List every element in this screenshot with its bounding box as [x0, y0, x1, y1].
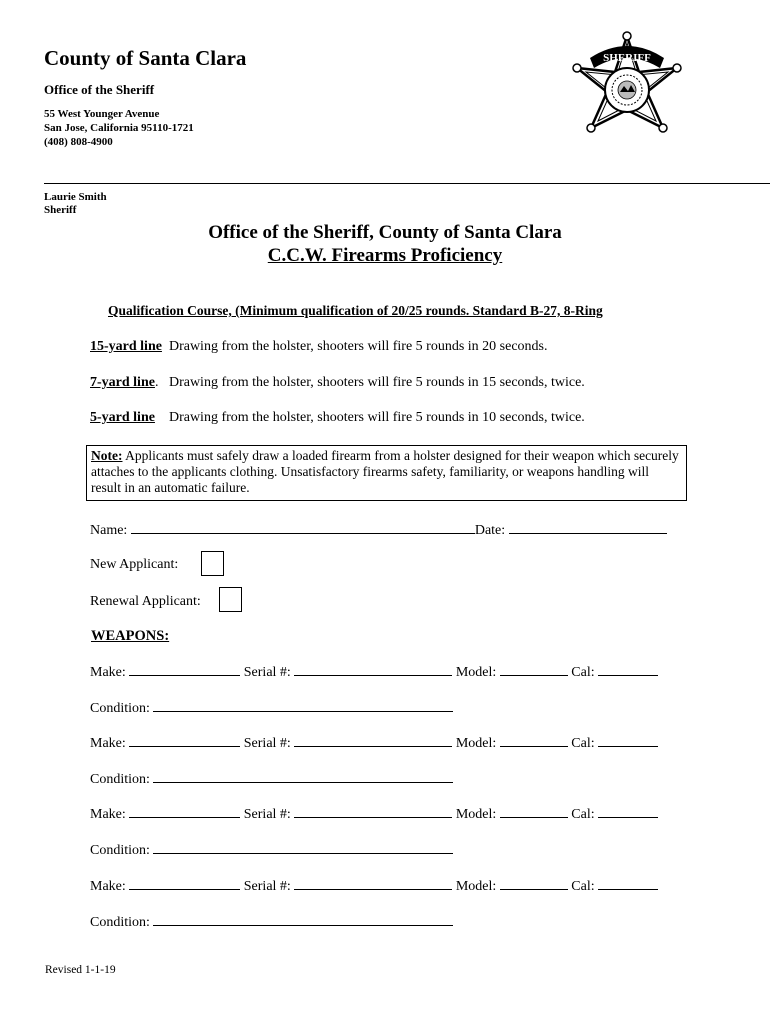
address-line-1: 55 West Younger Avenue [44, 108, 160, 120]
document-subtitle: C.C.W. Firearms Proficiency [267, 245, 503, 266]
serial-field[interactable] [294, 735, 452, 747]
make-field[interactable] [129, 878, 240, 890]
condition-field[interactable] [153, 914, 453, 926]
cal-field[interactable] [598, 664, 658, 676]
weapon-3-condition-row: Condition: [90, 842, 453, 859]
condition-field[interactable] [153, 700, 453, 712]
weapon-2-condition-row: Condition: [90, 771, 453, 788]
model-field[interactable] [500, 735, 568, 747]
name-field[interactable] [131, 522, 475, 534]
model-field[interactable] [500, 664, 568, 676]
weapon-1-condition-row: Condition: [90, 700, 453, 717]
revision-date: Revised 1-1-19 [45, 964, 116, 976]
cal-field[interactable] [598, 878, 658, 890]
office-name: Office of the Sheriff [44, 82, 155, 97]
weapon-1-row: Make: Serial #: Model: Cal: [90, 664, 658, 681]
cal-field[interactable] [598, 735, 658, 747]
course-5-yard: 5-yard line Drawing from the holster, shooters will fire 5 rounds in 10 seconds, twice. [90, 410, 585, 425]
new-applicant-label: New Applicant: [90, 557, 179, 572]
sheriff-title: Sheriff [44, 204, 77, 216]
weapon-2-row: Make: Serial #: Model: Cal: [90, 735, 658, 752]
document-title: Office of the Sheriff, County of Santa Clara [208, 222, 562, 243]
course-15-yard: 15-yard line Drawing from the holster, shooters will fire 5 rounds in 20 seconds. [90, 339, 548, 354]
header-divider [44, 183, 770, 184]
renewal-applicant-checkbox[interactable] [219, 587, 242, 612]
condition-field[interactable] [153, 842, 453, 854]
new-applicant-checkbox[interactable] [201, 551, 224, 576]
renewal-applicant-label: Renewal Applicant: [90, 594, 201, 609]
sheriff-name: Laurie Smith [44, 191, 107, 203]
make-field[interactable] [129, 664, 240, 676]
safety-note: Note: Applicants must safely draw a loaded firearm from a holster designed for their weapon which securely attaches to the applicants clothing. Unsatisfactory firearms safety, familiarity, or weapons handling will result in an automatic failure. [86, 445, 687, 501]
weapon-4-row: Make: Serial #: Model: Cal: [90, 878, 658, 895]
date-field[interactable] [509, 522, 667, 534]
sheriff-block [44, 191, 107, 217]
weapon-4-condition-row: Condition: [90, 914, 453, 931]
cal-field[interactable] [598, 806, 658, 818]
sheriff-badge-icon [560, 28, 694, 160]
condition-field[interactable] [153, 771, 453, 783]
model-field[interactable] [500, 806, 568, 818]
make-field[interactable] [129, 806, 240, 818]
phone-number: (408) 808-4900 [44, 136, 113, 148]
badge-text: SHERIFF [603, 52, 651, 64]
address-line-2: San Jose, California 95110-1721 [44, 122, 194, 134]
name-date-row: Name: Date: [90, 522, 667, 539]
make-field[interactable] [129, 735, 240, 747]
model-field[interactable] [500, 878, 568, 890]
serial-field[interactable] [294, 664, 452, 676]
course-7-yard: 7-yard line. Drawing from the holster, shooters will fire 5 rounds in 15 seconds, twice. [90, 375, 585, 390]
weapons-heading: WEAPONS: [91, 628, 170, 644]
qualification-course: Qualification Course, (Minimum qualification of 20/25 rounds. Standard B-27, 8-Ring [108, 303, 603, 318]
serial-field[interactable] [294, 878, 452, 890]
weapon-3-row: Make: Serial #: Model: Cal: [90, 806, 658, 823]
county-name: County of Santa Clara [44, 46, 247, 70]
serial-field[interactable] [294, 806, 452, 818]
